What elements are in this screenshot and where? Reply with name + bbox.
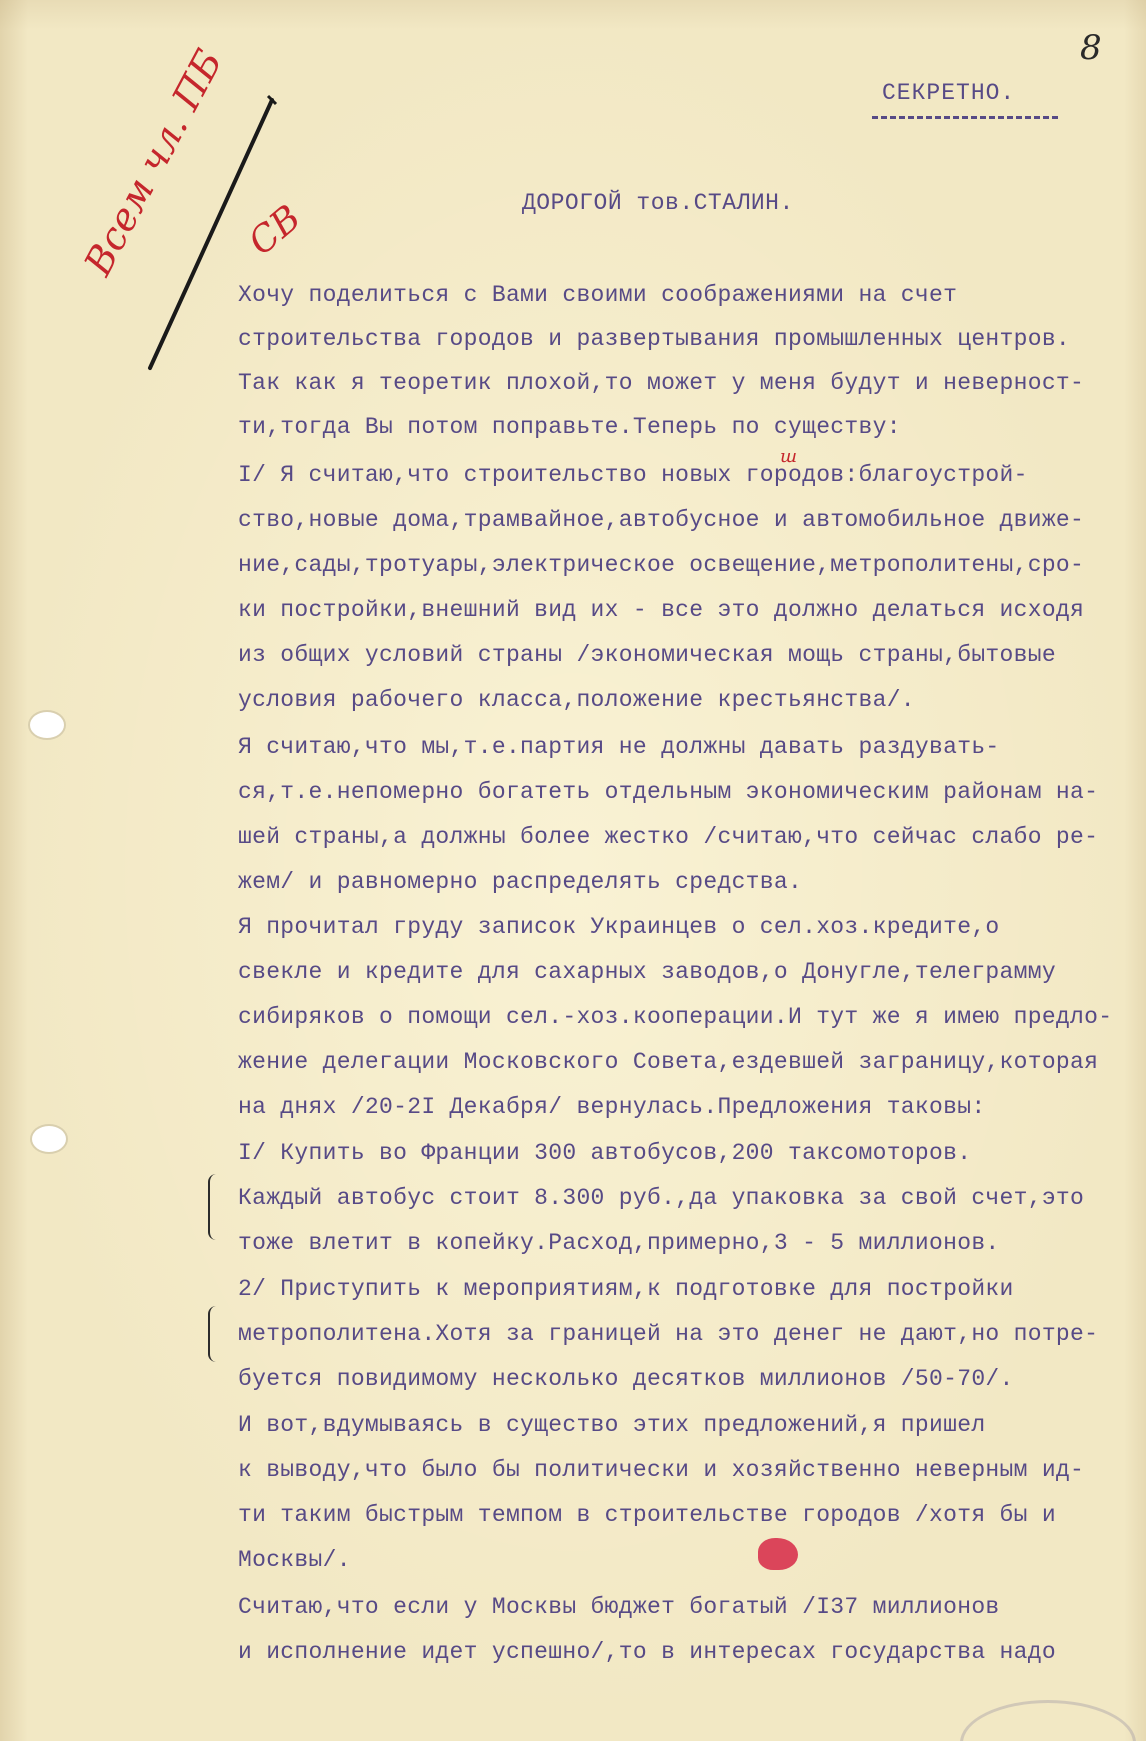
text-line: метрополитена.Хотя за границей на это денег не дают,но потре-: [238, 1321, 1099, 1347]
margin-initials-handwritten: СВ: [241, 197, 309, 264]
margin-note-handwritten: Всем чл. ПБ: [75, 42, 232, 283]
red-ink-stain: [758, 1538, 798, 1570]
text-line: строительства городов и развертывания промышленных центров.: [238, 326, 1071, 352]
margin-bracket-upper: [208, 1174, 218, 1240]
margin-bracket-lower: [208, 1306, 218, 1362]
text-line: Хочу поделиться с Вами своими соображениями на счет: [238, 282, 958, 308]
text-line: шей страны,а должны более жестко /считаю,что сейчас слабо ре-: [238, 824, 1099, 850]
salutation: ДОРОГОЙ тов.СТАЛИН.: [522, 190, 794, 216]
text-line: ти таким быстрым темпом в строительстве городов /хотя бы и: [238, 1502, 1056, 1528]
text-line: И вот,вдумываясь в существо этих предложений,я пришел: [238, 1412, 986, 1438]
text-line: ся,т.е.непомерно богатеть отдельным экономическим районам на-: [238, 779, 1099, 805]
text-line: ки постройки,внешний вид их - все это должно делаться исходя: [238, 597, 1085, 623]
text-line: и исполнение идет успешно/,то в интересах государства надо: [238, 1639, 1056, 1665]
text-line: на днях /20-2I Декабря/ вернулась.Предложения таковы:: [238, 1094, 986, 1120]
text-line: ство,новые дома,трамвайное,автобусное и автомобильное движе-: [238, 507, 1085, 533]
text-line: 2/ Приступить к мероприятиям,к подготовке для постройки: [238, 1276, 1014, 1302]
punch-hole-upper: [30, 712, 64, 738]
text-line: свекле и кредите для сахарных заводов,о Донугле,телеграмму: [238, 959, 1056, 985]
text-line: сибиряков о помощи сел.-хоз.кооперации.И тут же я имею предло-: [238, 1004, 1113, 1030]
classification-label: СЕКРЕТНО.: [882, 80, 1016, 106]
text-line: ти,тогда Вы потом поправьте.Теперь по существу:: [238, 414, 901, 440]
text-line: I/ Купить во Франции 300 автобусов,200 таксомоторов.: [238, 1140, 972, 1166]
text-line: Каждый автобус стоит 8.300 руб.,да упаковка за свой счет,это: [238, 1185, 1085, 1211]
text-line: к выводу,что было бы политически и хозяйственно неверным ид-: [238, 1457, 1085, 1483]
text-line: I/ Я считаю,что строительство новых городов:благоустрой-: [238, 462, 1028, 488]
text-line: жение делегации Московского Совета,ездевшей заграницу,которая: [238, 1049, 1099, 1075]
text-line: условия рабочего класса,положение крестьянства/.: [238, 687, 915, 713]
handwritten-correction: ш: [780, 446, 798, 467]
text-line: ние,сады,тротуары,электрическое освещение,метрополитены,сро-: [238, 552, 1085, 578]
text-line: Москвы/.: [238, 1547, 351, 1573]
text-line: тоже влетит в копейку.Расход,примерно,3 - 5 миллионов.: [238, 1230, 1000, 1256]
text-line: Считаю,что если у Москвы бюджет богатый /I37 миллионов: [238, 1594, 1000, 1620]
text-line: из общих условий страны /экономическая мощь страны,бытовые: [238, 642, 1056, 668]
text-line: жем/ и равномерно распределять средства.: [238, 869, 803, 895]
classification-underline: [872, 116, 1058, 119]
text-line: Я прочитал груду записок Украинцев о сел.хоз.кредите,о: [238, 914, 1000, 940]
text-line: Я считаю,что мы,т.е.партия не должны давать раздувать-: [238, 734, 1000, 760]
page-number: 8: [1080, 28, 1102, 68]
punch-hole-lower: [32, 1126, 66, 1152]
text-line: буется повидимому несколько десятков миллионов /50-70/.: [238, 1366, 1014, 1392]
text-line: Так как я теоретик плохой,то может у меня будут и неверност-: [238, 370, 1085, 396]
